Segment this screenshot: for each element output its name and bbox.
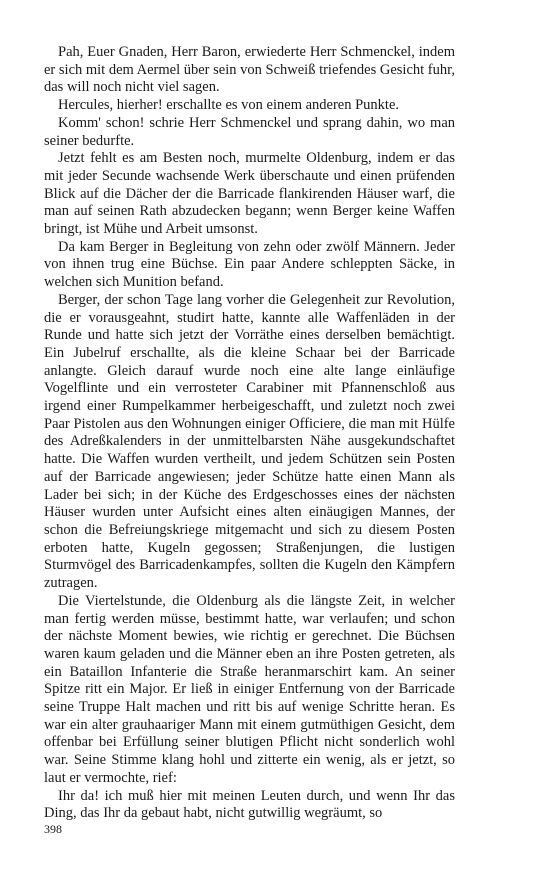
paragraph: Pah, Euer Gnaden, Herr Baron, erwiederte Herr Schmenckel, indem er sich mit dem Aermel über sein von Schweiß triefendes Gesicht fuhr, das will noch nicht viel sagen.	[44, 44, 455, 96]
paragraph: Da kam Berger in Begleitung von zehn oder zwölf Männern. Jeder von ihnen trug eine Büchse. Ein paar Andere schleppten Säcke, in welchen sich Munition befand.	[44, 238, 455, 291]
paragraph: Komm' schon! schrie Herr Schmenckel und sprang dahin, wo man seiner bedurfte.	[44, 114, 455, 149]
paragraph: Die Viertelstunde, die Oldenburg als die längste Zeit, in welcher man fertig werden müsse, bestimmt hatte, war verlaufen; und schon der nächste Moment bewies, wie richtig er gerechnet. Die Büchsen waren kaum geladen und die Männer eben an ihre Posten getreten, als ein Bataillon Infanterie die Straße heranmarschirt kam. An seiner Spitze ritt ein Major. Er ließ in einiger Entfernung von der Barricade seine Truppe Halt machen und ritt bis auf wenige Schritte heran. Es war ein alter grauhaariger Mann mit einem gutmüthigen Gesicht, dem offenbar bei Erfüllung seiner blutigen Pflicht nicht sonderlich wohl war. Seine Stimme klang hohl und zitterte ein wenig, als er jetzt, so laut er vermochte, rief:	[44, 592, 455, 786]
paragraph: Berger, der schon Tage lang vorher die Gelegenheit zur Revolution, die er vorausgeahnt, studirt hatte, kannte alle Waffenläden in der Runde und hatte sich jetzt der Vorräthe eines derselben bemächtigt. Ein Jubelruf erschallte, als die kleine Schaar bei der Barricade anlangte. Gleich darauf wurde noch eine alte lange einläufige Vogelflinte und ein verrosteter Carabiner mit Pfannenschloß aus irgend einer Rumpelkammer herbeigeschafft, und zuletzt noch zwei Paar Pistolen aus den Wohnungen einiger Officiere, die man mit Hülfe des Adreßkalenders in der unmittelbarsten Nähe ausgekundschaftet hatte. Die Waffen wurden vertheilt, und jedem Schützen sein Posten auf der Barricade angewiesen; jeder Schütze hatte einen Mann als Lader bei sich; in der Küche des Erdgeschosses eines der nächsten Häuser wurden unter Aufsicht eines alten einäugigen Mannes, der schon die Befreiungskriege mitgemacht und sich zu diesem Posten erboten hatte, Kugeln gegossen; Straßenjungen, die lustigen Sturmvögel des Barricadenkampfes, sollten die Kugeln den Kämpfern zutragen.	[44, 291, 455, 592]
page-body	[44, 44, 455, 823]
paragraph: Ihr da! ich muß hier mit meinen Leuten durch, und wenn Ihr das Ding, das Ihr da gebaut habt, nicht gutwillig wegräumt, so	[44, 787, 455, 822]
page-number: 398	[44, 822, 62, 836]
paragraph: Hercules, hierher! erschallte es von einem anderen Punkte.	[58, 97, 400, 114]
paragraph: Jetzt fehlt es am Besten noch, murmelte Oldenburg, indem er das mit jeder Secunde wachsende Werk überschaute und einen prüfenden Blick auf die Dächer der die Barricade flankirenden Häuser warf, die man auf seinen Rath abzudecken begann; wenn Berger keine Waffen bringt, ist Mühe und Arbeit umsonst.	[44, 150, 455, 238]
